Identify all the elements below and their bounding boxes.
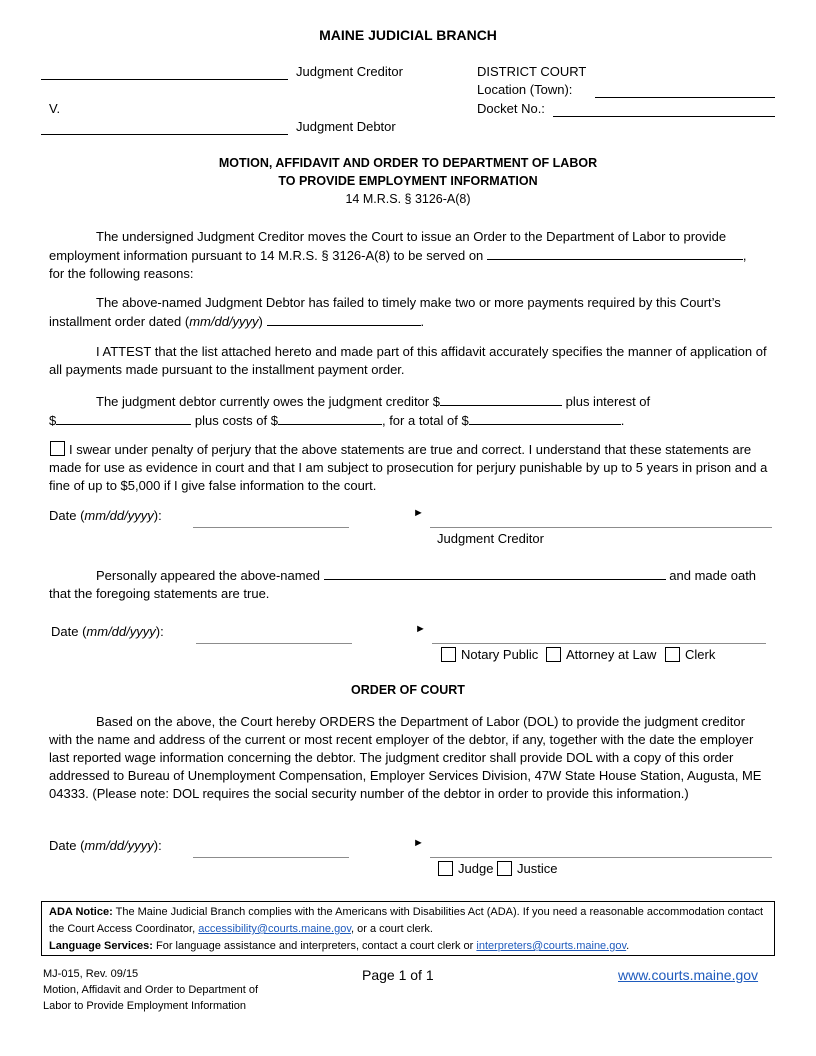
- oath-true-text: that the foregoing statements are true.: [49, 586, 270, 601]
- served-on-field[interactable]: [487, 246, 743, 260]
- date-field-3[interactable]: [193, 857, 349, 858]
- interest-field[interactable]: [56, 411, 191, 425]
- order-heading: ORDER OF COURT: [351, 683, 465, 697]
- date-suffix: ):: [153, 508, 162, 523]
- signature-arrow-icon: ►: [413, 837, 424, 849]
- amount-owed-field[interactable]: [440, 392, 562, 406]
- plus-interest-text: plus interest of: [565, 394, 651, 409]
- form-title-line1: MOTION, AFFIDAVIT AND ORDER TO DEPARTMENT OF LABOR: [218, 156, 598, 170]
- form-title-2: Labor to Provide Employment Information: [43, 1000, 246, 1012]
- total-text: , for a total of $: [381, 413, 469, 428]
- motion-paragraph-1: [49, 228, 769, 283]
- justice-checkbox[interactable]: [497, 861, 512, 876]
- accessibility-email-link[interactable]: accessibility@courts.maine.gov: [198, 923, 351, 935]
- motion-p1-comma: ,: [742, 248, 747, 263]
- judge-checkbox[interactable]: [438, 861, 453, 876]
- page-number: Page 1 of 1: [362, 967, 434, 983]
- date-prefix: Date (: [49, 508, 85, 523]
- installment-order-date-field[interactable]: [267, 312, 421, 326]
- notary-public-label: Notary Public: [461, 647, 539, 662]
- creditor-signature-label: Judgment Creditor: [437, 531, 544, 546]
- date-format: mm/dd/yyyy: [84, 838, 154, 853]
- date-format: mm/dd/yyyy: [84, 508, 154, 523]
- location-label: Location (Town):: [477, 82, 573, 97]
- motion-p1-reasons: for the following reasons:: [49, 266, 194, 281]
- attorney-at-law-checkbox[interactable]: [546, 647, 561, 662]
- website-link[interactable]: www.courts.maine.gov: [618, 967, 759, 983]
- total-period: .: [620, 413, 625, 428]
- judgment-creditor-label: Judgment Creditor: [296, 64, 403, 79]
- judgment-debtor-label: Judgment Debtor: [296, 119, 396, 134]
- signature-arrow-icon: ►: [413, 507, 424, 519]
- attest-text: I ATTEST that the list attached hereto and made part of this affidavit accurately specifies the manner of application of all payments made pursuant to the installment payment order.: [49, 344, 767, 377]
- ada-notice-box: [41, 901, 775, 956]
- form-id: MJ-015, Rev. 09/15: [43, 968, 139, 980]
- language-services-end: .: [626, 940, 630, 952]
- ada-notice-label: ADA Notice:: [49, 906, 113, 918]
- date-prefix: Date (: [51, 624, 87, 639]
- oath-name-field[interactable]: [324, 566, 666, 580]
- form-title-1: Motion, Affidavit and Order to Department of: [43, 984, 259, 996]
- date-suffix: ):: [155, 624, 164, 639]
- plus-costs-text: plus costs of $: [194, 413, 278, 428]
- date-label-1: [49, 508, 162, 523]
- motion-p2-close: ): [258, 314, 263, 329]
- owes-text: The judgment debtor currently owes the judgment creditor $: [96, 394, 440, 409]
- date-label-3: [49, 838, 162, 853]
- date-label-2: [51, 624, 164, 639]
- judgment-creditor-field[interactable]: [41, 79, 288, 80]
- clerk-label: Clerk: [685, 647, 716, 662]
- location-field[interactable]: [595, 97, 775, 98]
- attorney-at-law-label: Attorney at Law: [566, 647, 657, 662]
- costs-field[interactable]: [278, 411, 382, 425]
- order-text: Based on the above, the Court hereby ORDERS the Department of Labor (DOL) to provide the judgment creditor with the name and address of the current or most recent employer of the debtor, if any, together with the date the employer last reported wage information concerning the debtor. The judgment creditor shall provide DOL with a copy of this order addressed to Bureau of Unemployment Compensation, Employer Services Division, 47W State House Station, Augusta, ME 04333. (Please note: DOL requires the social security number of the debtor in order to provide this information.): [49, 714, 762, 801]
- court-branch-title: MAINE JUDICIAL BRANCH: [319, 27, 497, 43]
- dollar-sign: $: [49, 413, 57, 428]
- clerk-checkbox[interactable]: [665, 647, 680, 662]
- form-identifier: [43, 966, 258, 1014]
- perjury-statement: [49, 441, 769, 495]
- ada-notice-text: The Maine Judicial Branch complies with the Americans with Disabilities Act (ADA). If you need a reasonable accommodation contact the Court Access Coordinator,: [49, 906, 764, 935]
- motion-p2-period: .: [420, 314, 425, 329]
- date-field-2[interactable]: [196, 643, 352, 644]
- notary-public-checkbox[interactable]: [441, 647, 456, 662]
- language-services-label: Language Services:: [49, 940, 153, 952]
- total-field[interactable]: [469, 411, 621, 425]
- language-services-text: For language assistance and interpreters, contact a court clerk or: [156, 940, 474, 952]
- signature-arrow-icon: ►: [415, 623, 426, 635]
- oath-made-text: and made oath: [669, 568, 757, 583]
- date-suffix: ):: [153, 838, 162, 853]
- perjury-text: I swear under penalty of perjury that the above statements are true and correct. I understand that these statements are made for use as evidence in court and that I am subject to prosecution for perjury punishable by up to 5 years in prison and a fine of up to $5,000 if I give false information to the court.: [49, 442, 768, 493]
- justice-label: Justice: [517, 861, 558, 876]
- court-name: DISTRICT COURT: [477, 64, 587, 79]
- motion-p2-text: The above-named Judgment Debtor has failed to timely make two or more payments required by this Court’s installment order dated (: [49, 295, 721, 329]
- judge-signature-field[interactable]: [430, 857, 772, 858]
- motion-paragraph-3: [49, 343, 769, 379]
- motion-paragraph-4: [49, 392, 769, 430]
- date-field-1[interactable]: [193, 527, 349, 528]
- oath-paragraph: [49, 566, 769, 603]
- versus-label: V.: [49, 101, 61, 116]
- docket-field[interactable]: [553, 116, 775, 117]
- interpreters-email-link[interactable]: interpreters@courts.maine.gov: [476, 940, 627, 952]
- creditor-signature-field[interactable]: [430, 527, 772, 528]
- date-prefix: Date (: [49, 838, 85, 853]
- judge-label: Judge: [458, 861, 494, 876]
- oath-text: Personally appeared the above-named: [96, 568, 321, 583]
- motion-p1-text: The undersigned Judgment Creditor moves the Court to issue an Order to the Department of Labor to provide employment information pursuant to 14 M.R.S. § 3126-A(8) to be served on: [49, 229, 727, 263]
- date-format: mm/dd/yyyy: [189, 314, 259, 329]
- statute-reference: 14 M.R.S. § 3126-A(8): [345, 192, 471, 206]
- judgment-debtor-field[interactable]: [41, 134, 288, 135]
- order-paragraph: [49, 713, 769, 803]
- docket-label: Docket No.:: [477, 101, 545, 116]
- date-format: mm/dd/yyyy: [86, 624, 156, 639]
- motion-paragraph-2: [49, 294, 769, 331]
- ada-notice-end: , or a court clerk.: [351, 923, 433, 935]
- officer-signature-field[interactable]: [432, 643, 766, 644]
- form-title-line2: TO PROVIDE EMPLOYMENT INFORMATION: [278, 174, 538, 188]
